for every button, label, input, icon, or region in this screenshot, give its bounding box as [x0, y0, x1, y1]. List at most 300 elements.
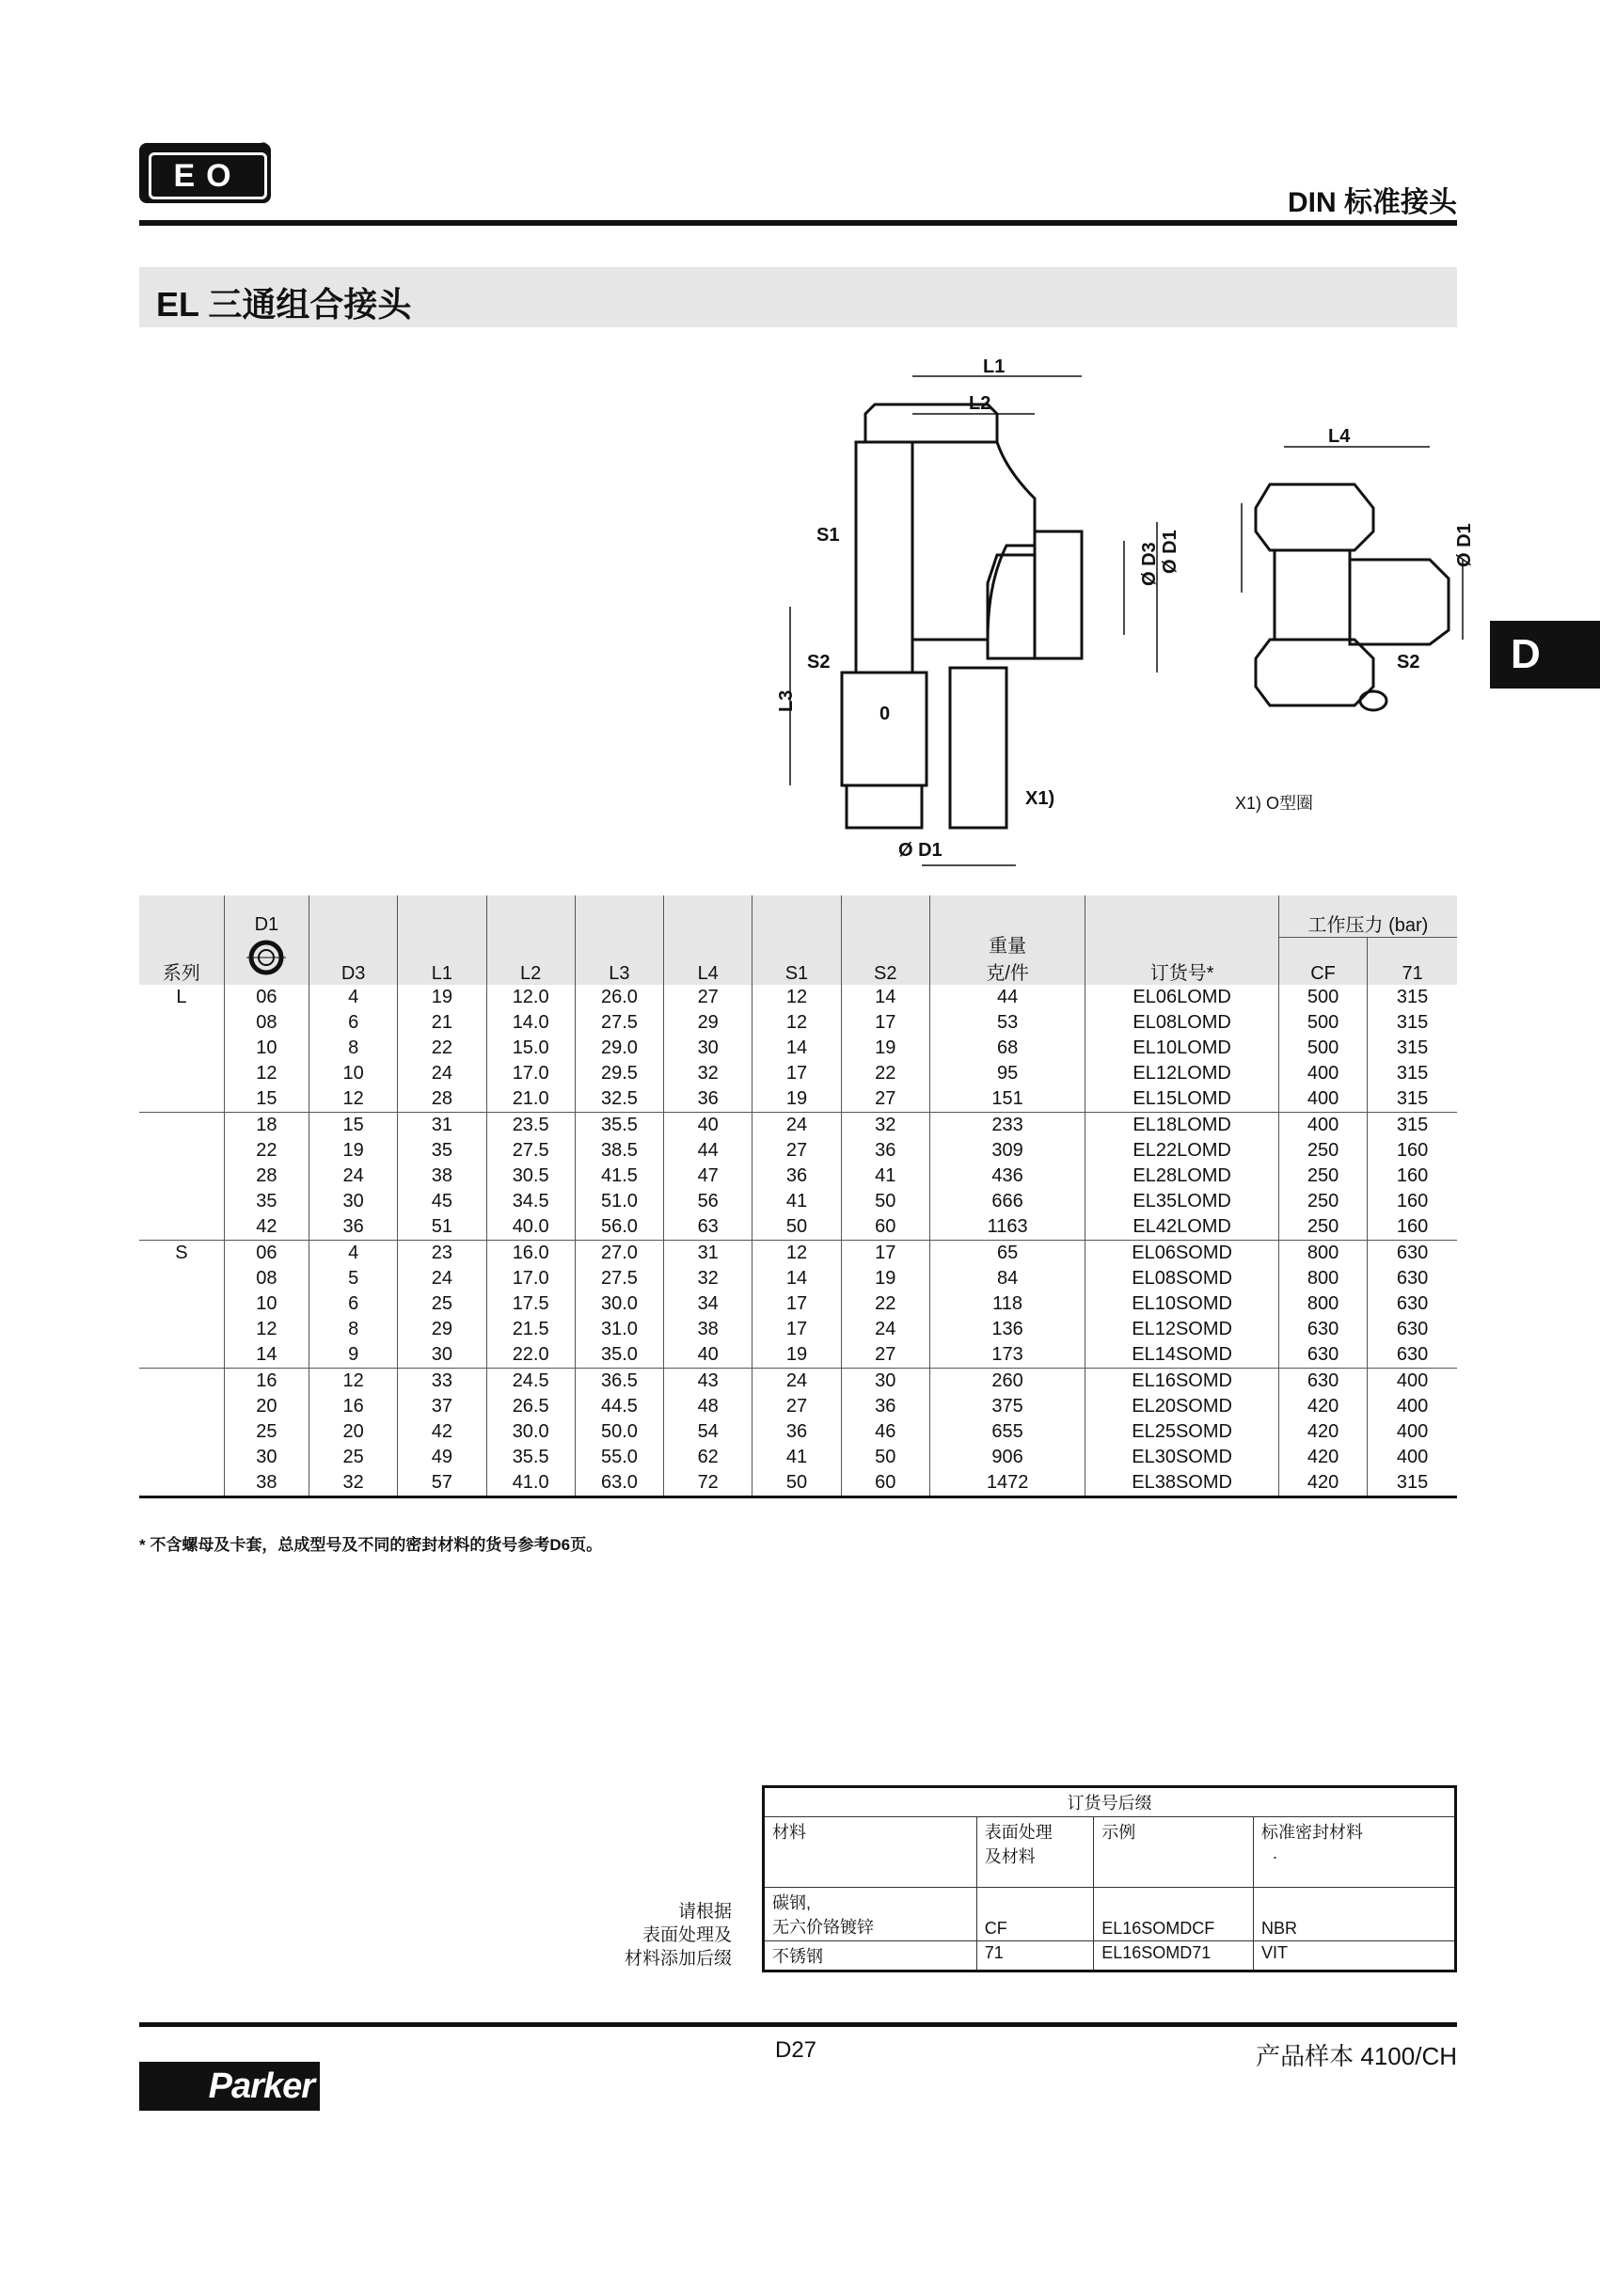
- cell-d3: 6: [309, 1010, 398, 1036]
- cell-d3: 36: [309, 1214, 398, 1241]
- cell-d3: 5: [309, 1266, 398, 1291]
- cell-l3: 51.0: [575, 1189, 663, 1214]
- dim-l1: L1: [983, 357, 1006, 377]
- cell-pressure-71: 630: [1368, 1291, 1457, 1317]
- cell-d3: 20: [309, 1419, 398, 1445]
- cell-l1: 21: [398, 1010, 486, 1036]
- cell-d3: 4: [309, 985, 398, 1010]
- cell-weight: 44: [929, 985, 1085, 1010]
- suffix-row1-material-1: 碳钢,: [772, 1893, 812, 1912]
- suffix-side-line2: 表面处理及: [642, 1925, 732, 1945]
- suffix-row1-material: [764, 1888, 977, 1941]
- cell-d3: 12: [309, 1086, 398, 1113]
- cell-weight: 906: [929, 1445, 1085, 1470]
- cell-order-code: EL38SOMD: [1085, 1470, 1279, 1497]
- cell-s1: 24: [752, 1369, 841, 1395]
- cell-s1: 50: [752, 1470, 841, 1497]
- suffix-col-seal-label: 标准密封材料: [1261, 1823, 1364, 1842]
- cell-d1: 15: [224, 1086, 309, 1113]
- cell-pressure-71: 160: [1368, 1138, 1457, 1164]
- cell-pressure-cf: 630: [1278, 1369, 1367, 1395]
- cell-l4: 54: [664, 1419, 752, 1445]
- cell-l4: 56: [664, 1189, 752, 1214]
- cell-pressure-71: 160: [1368, 1164, 1457, 1189]
- cell-l2: 27.5: [486, 1138, 575, 1164]
- header-rule: [139, 220, 1457, 226]
- cell-s1: 12: [752, 1010, 841, 1036]
- cell-l1: 24: [398, 1061, 486, 1086]
- table-row: [139, 1061, 1457, 1086]
- table-row: [139, 1342, 1457, 1369]
- section-title: DIN 标准接头: [1288, 187, 1457, 218]
- cell-l4: 31: [664, 1241, 752, 1267]
- cell-weight: 95: [929, 1061, 1085, 1086]
- cell-l3: 32.5: [575, 1086, 663, 1113]
- cell-l1: 49: [398, 1445, 486, 1470]
- cell-series: [139, 1164, 224, 1189]
- suffix-row1-example: EL16SOMDCF: [1094, 1888, 1254, 1941]
- table-row: [139, 1291, 1457, 1317]
- cell-s2: 19: [841, 1266, 929, 1291]
- th-71: 71: [1368, 938, 1457, 986]
- body-left: [856, 442, 912, 673]
- cell-s2: 27: [841, 1086, 929, 1113]
- small-side-nut: [1350, 560, 1449, 644]
- cell-order-code: EL12SOMD: [1085, 1317, 1279, 1342]
- cell-s2: 17: [841, 1241, 929, 1267]
- table-row: [139, 1214, 1457, 1241]
- cell-l1: 25: [398, 1291, 486, 1317]
- cell-s2: 19: [841, 1036, 929, 1061]
- lower-nut: [842, 673, 927, 785]
- cell-d1: 42: [224, 1214, 309, 1241]
- table-row: [139, 985, 1457, 1010]
- dim-l3: L3: [776, 689, 797, 712]
- table-row: [139, 1317, 1457, 1342]
- cell-order-code: EL30SOMD: [1085, 1445, 1279, 1470]
- cell-d1: 25: [224, 1419, 309, 1445]
- cell-pressure-71: 315: [1368, 1086, 1457, 1113]
- suffix-col-surface-1: 表面处理: [984, 1823, 1053, 1842]
- suffix-title: 订货号后缀: [764, 1787, 1456, 1817]
- cell-s1: 14: [752, 1036, 841, 1061]
- table-row: [139, 1394, 1457, 1419]
- cell-l1: 31: [398, 1113, 486, 1139]
- dim-d3: Ø D3: [1139, 542, 1160, 586]
- cell-s2: 30: [841, 1369, 929, 1395]
- cell-pressure-71: 160: [1368, 1189, 1457, 1214]
- cell-s1: 17: [752, 1291, 841, 1317]
- cell-weight: 655: [929, 1419, 1085, 1445]
- cell-d3: 32: [309, 1470, 398, 1497]
- cell-series: [139, 1470, 224, 1497]
- cell-l3: 35.0: [575, 1342, 663, 1369]
- cell-series: [139, 1086, 224, 1113]
- cell-s1: 14: [752, 1266, 841, 1291]
- th-s1: S1: [752, 895, 841, 985]
- cell-order-code: EL16SOMD: [1085, 1369, 1279, 1395]
- dim-zero: 0: [879, 704, 891, 724]
- cell-series: [139, 1266, 224, 1291]
- cell-l3: 41.5: [575, 1164, 663, 1189]
- cell-s2: 60: [841, 1214, 929, 1241]
- cell-l4: 38: [664, 1317, 752, 1342]
- cell-pressure-71: 630: [1368, 1317, 1457, 1342]
- cell-weight: 151: [929, 1086, 1085, 1113]
- cell-l2: 30.0: [486, 1419, 575, 1445]
- cell-weight: 136: [929, 1317, 1085, 1342]
- cell-l2: 24.5: [486, 1369, 575, 1395]
- table-row: [139, 1010, 1457, 1036]
- cell-pressure-71: 630: [1368, 1266, 1457, 1291]
- cell-l4: 40: [664, 1113, 752, 1139]
- cell-l2: 34.5: [486, 1189, 575, 1214]
- cell-s2: 14: [841, 985, 929, 1010]
- th-weight-line2: 克/件: [986, 963, 1029, 984]
- cell-l4: 40: [664, 1342, 752, 1369]
- table-row: [139, 1470, 1457, 1497]
- cell-s1: 19: [752, 1342, 841, 1369]
- cell-d3: 30: [309, 1189, 398, 1214]
- cell-l1: 33: [398, 1369, 486, 1395]
- cell-d3: 9: [309, 1342, 398, 1369]
- suffix-col-example: 示例: [1094, 1817, 1254, 1888]
- cell-s1: 41: [752, 1189, 841, 1214]
- cell-pressure-cf: 630: [1278, 1317, 1367, 1342]
- cell-l3: 29.0: [575, 1036, 663, 1061]
- cell-d3: 8: [309, 1036, 398, 1061]
- cell-l3: 50.0: [575, 1419, 663, 1445]
- table-row: [139, 1189, 1457, 1214]
- cell-s1: 36: [752, 1164, 841, 1189]
- cell-pressure-cf: 800: [1278, 1266, 1367, 1291]
- cell-order-code: EL22LOMD: [1085, 1138, 1279, 1164]
- cell-weight: 68: [929, 1036, 1085, 1061]
- cell-d1: 06: [224, 985, 309, 1010]
- drawing-caption: X1) O型圈: [1235, 794, 1314, 813]
- cell-series: L: [176, 987, 187, 1007]
- cell-s1: 27: [752, 1138, 841, 1164]
- cell-d3: 19: [309, 1138, 398, 1164]
- cell-l3: 27.5: [575, 1010, 663, 1036]
- cell-l3: 29.5: [575, 1061, 663, 1086]
- cell-l1: 51: [398, 1214, 486, 1241]
- cell-d1: 14: [224, 1342, 309, 1369]
- th-l4: L4: [664, 895, 752, 985]
- suffix-row2-material: 不锈钢: [764, 1941, 977, 1971]
- cell-pressure-71: 315: [1368, 1113, 1457, 1139]
- cell-s2: 41: [841, 1164, 929, 1189]
- cell-pressure-cf: 500: [1278, 1010, 1367, 1036]
- cell-order-code: EL35LOMD: [1085, 1189, 1279, 1214]
- suffix-row1-material-2: 无六价铬镀锌: [772, 1918, 874, 1937]
- cell-l2: 22.0: [486, 1342, 575, 1369]
- catalog-number: 产品样本 4100/CH: [1256, 2042, 1457, 2070]
- cell-order-code: EL12LOMD: [1085, 1061, 1279, 1086]
- cell-l1: 22: [398, 1036, 486, 1061]
- cell-l2: 12.0: [486, 985, 575, 1010]
- cell-weight: 1472: [929, 1470, 1085, 1497]
- cell-l4: 47: [664, 1164, 752, 1189]
- page-title: EL 三通组合接头: [156, 285, 412, 324]
- suffix-side-line1: 请根据: [677, 1902, 732, 1922]
- cell-l1: 24: [398, 1266, 486, 1291]
- cell-series: [139, 1419, 224, 1445]
- cell-l3: 56.0: [575, 1214, 663, 1241]
- cell-s1: 41: [752, 1445, 841, 1470]
- title-bar: [139, 267, 1457, 327]
- cell-l2: 17.0: [486, 1266, 575, 1291]
- table-row: [139, 1369, 1457, 1395]
- spec-table: [139, 895, 1457, 1498]
- lower-end: [847, 785, 922, 828]
- cell-l1: 37: [398, 1394, 486, 1419]
- cell-l4: 62: [664, 1445, 752, 1470]
- cell-l1: 28: [398, 1086, 486, 1113]
- cell-d1: 30: [224, 1445, 309, 1470]
- suffix-side-line3: 材料添加后缀: [624, 1949, 732, 1969]
- cell-d3: 4: [309, 1241, 398, 1267]
- cell-series: [139, 1342, 224, 1369]
- cell-series: [139, 1036, 224, 1061]
- cell-order-code: EL18LOMD: [1085, 1113, 1279, 1139]
- suffix-row1-surface: CF: [976, 1888, 1093, 1941]
- cell-d3: 15: [309, 1113, 398, 1139]
- cell-s2: 22: [841, 1061, 929, 1086]
- tube-icon: [245, 936, 288, 979]
- cell-s2: 32: [841, 1113, 929, 1139]
- cell-pressure-71: 315: [1368, 985, 1457, 1010]
- small-bottom-nut: [1256, 640, 1373, 705]
- section-cut: [950, 668, 1006, 828]
- cell-series: [139, 1291, 224, 1317]
- cell-l3: 27.0: [575, 1241, 663, 1267]
- cell-d1: 35: [224, 1189, 309, 1214]
- cell-order-code: EL08SOMD: [1085, 1266, 1279, 1291]
- dim-l2: L2: [969, 393, 991, 414]
- dim-d1-a: Ø D1: [1160, 530, 1180, 574]
- cell-order-code: EL20SOMD: [1085, 1394, 1279, 1419]
- cell-d1: 18: [224, 1113, 309, 1139]
- cell-pressure-71: 160: [1368, 1214, 1457, 1241]
- th-l2: L2: [486, 895, 575, 985]
- suffix-col-surface-2: 及材料: [984, 1847, 1036, 1866]
- cell-l1: 42: [398, 1419, 486, 1445]
- cell-l4: 34: [664, 1291, 752, 1317]
- cell-weight: 1163: [929, 1214, 1085, 1241]
- suffix-side-label: [621, 1900, 732, 1971]
- cell-series: S: [139, 1241, 224, 1267]
- cell-l1: 23: [398, 1241, 486, 1267]
- cell-d1: 12: [224, 1317, 309, 1342]
- cell-series: [139, 1010, 224, 1036]
- cell-pressure-cf: 400: [1278, 1086, 1367, 1113]
- cell-l1: 38: [398, 1164, 486, 1189]
- cell-series: [139, 1138, 224, 1164]
- cell-l2: 26.5: [486, 1394, 575, 1419]
- cell-l2: 17.5: [486, 1291, 575, 1317]
- cell-s2: 24: [841, 1317, 929, 1342]
- cell-l4: 48: [664, 1394, 752, 1419]
- th-l3: L3: [575, 895, 663, 985]
- suffix-col-seal-note: .: [1273, 1844, 1278, 1862]
- dim-s1: S1: [816, 525, 840, 546]
- cell-s2: 50: [841, 1445, 929, 1470]
- registered-mark: ®: [260, 141, 268, 152]
- cell-order-code: EL10LOMD: [1085, 1036, 1279, 1061]
- eo-logo-text: EO: [149, 152, 267, 199]
- cell-s1: 12: [752, 1241, 841, 1267]
- cell-l2: 35.5: [486, 1445, 575, 1470]
- dim-d1-c: Ø D1: [1454, 523, 1475, 567]
- cell-d3: 24: [309, 1164, 398, 1189]
- table-row: [139, 1419, 1457, 1445]
- cell-l2: 23.5: [486, 1113, 575, 1139]
- table-row: [139, 1445, 1457, 1470]
- cell-l1: 35: [398, 1138, 486, 1164]
- cell-pressure-71: 315: [1368, 1036, 1457, 1061]
- dim-s2: S2: [807, 652, 831, 673]
- cell-l2: 14.0: [486, 1010, 575, 1036]
- cell-l3: 26.0: [575, 985, 663, 1010]
- cell-d1: 06: [224, 1241, 309, 1267]
- cell-pressure-cf: 400: [1278, 1113, 1367, 1139]
- cell-l1: 19: [398, 985, 486, 1010]
- page-number: D27: [775, 2037, 817, 2063]
- cell-pressure-cf: 800: [1278, 1291, 1367, 1317]
- cell-l2: 30.5: [486, 1164, 575, 1189]
- cell-d3: 6: [309, 1291, 398, 1317]
- th-d1-label: D1: [254, 914, 279, 935]
- technical-drawing: [771, 357, 1486, 884]
- cell-series: [139, 1317, 224, 1342]
- eo-logo: [139, 143, 271, 203]
- cell-order-code: EL14SOMD: [1085, 1342, 1279, 1369]
- cell-s1: 50: [752, 1214, 841, 1241]
- cell-s1: 36: [752, 1419, 841, 1445]
- table-row: [139, 1086, 1457, 1113]
- suffix-col-seal: [1254, 1817, 1456, 1888]
- body-right: [912, 442, 1035, 640]
- cell-d3: 16: [309, 1394, 398, 1419]
- cell-order-code: EL25SOMD: [1085, 1419, 1279, 1445]
- cell-l4: 29: [664, 1010, 752, 1036]
- cell-series: [139, 1061, 224, 1086]
- cell-d3: 8: [309, 1317, 398, 1342]
- cell-l3: 30.0: [575, 1291, 663, 1317]
- cell-l1: 45: [398, 1189, 486, 1214]
- cell-order-code: EL10SOMD: [1085, 1291, 1279, 1317]
- th-order: 订货号*: [1085, 895, 1279, 985]
- cell-s2: 36: [841, 1394, 929, 1419]
- cell-l2: 16.0: [486, 1241, 575, 1267]
- th-l1: L1: [398, 895, 486, 985]
- cell-d1: 10: [224, 1291, 309, 1317]
- dim-d1-b: Ø D1: [898, 840, 943, 861]
- cell-pressure-71: 630: [1368, 1241, 1457, 1267]
- cell-weight: 233: [929, 1113, 1085, 1139]
- cell-order-code: EL06SOMD: [1085, 1241, 1279, 1267]
- cell-l2: 21.0: [486, 1086, 575, 1113]
- cell-pressure-cf: 250: [1278, 1138, 1367, 1164]
- cell-weight: 118: [929, 1291, 1085, 1317]
- cell-pressure-71: 400: [1368, 1394, 1457, 1419]
- suffix-row2-surface: 71: [976, 1941, 1093, 1971]
- cell-s1: 17: [752, 1061, 841, 1086]
- cell-l3: 38.5: [575, 1138, 663, 1164]
- cell-pressure-cf: 250: [1278, 1189, 1367, 1214]
- cell-order-code: EL15LOMD: [1085, 1086, 1279, 1113]
- cell-d1: 08: [224, 1266, 309, 1291]
- cell-l3: 44.5: [575, 1394, 663, 1419]
- cell-l2: 41.0: [486, 1470, 575, 1497]
- cell-series: [139, 1394, 224, 1419]
- cell-s2: 36: [841, 1138, 929, 1164]
- cell-pressure-cf: 400: [1278, 1061, 1367, 1086]
- parker-logo: Parker: [139, 2062, 320, 2111]
- cell-weight: 53: [929, 1010, 1085, 1036]
- cell-order-code: EL06LOMD: [1085, 985, 1279, 1010]
- cell-s2: 46: [841, 1419, 929, 1445]
- cell-l1: 30: [398, 1342, 486, 1369]
- cell-pressure-cf: 420: [1278, 1394, 1367, 1419]
- cell-pressure-71: 315: [1368, 1470, 1457, 1497]
- cell-s1: 17: [752, 1317, 841, 1342]
- cell-l2: 15.0: [486, 1036, 575, 1061]
- cell-l4: 63: [664, 1214, 752, 1241]
- cell-series: [139, 1214, 224, 1241]
- cell-pressure-cf: 420: [1278, 1419, 1367, 1445]
- cell-d1: 10: [224, 1036, 309, 1061]
- cell-pressure-71: 400: [1368, 1419, 1457, 1445]
- dim-x1: X1): [1025, 788, 1055, 809]
- suffix-row2-example: EL16SOMD71: [1094, 1941, 1254, 1971]
- th-s2: S2: [841, 895, 929, 985]
- cell-l4: 43: [664, 1369, 752, 1395]
- cell-s2: 50: [841, 1189, 929, 1214]
- th-cf: CF: [1278, 938, 1367, 986]
- cell-weight: 436: [929, 1164, 1085, 1189]
- cell-pressure-71: 630: [1368, 1342, 1457, 1369]
- footer-rule: [139, 2022, 1457, 2027]
- cell-weight: 375: [929, 1394, 1085, 1419]
- cell-s1: 12: [752, 985, 841, 1010]
- suffix-table: [762, 1785, 1457, 1972]
- cell-pressure-cf: 250: [1278, 1214, 1367, 1241]
- th-d3: D3: [309, 895, 398, 985]
- cell-pressure-cf: 420: [1278, 1445, 1367, 1470]
- cell-l4: 44: [664, 1138, 752, 1164]
- cell-d3: 10: [309, 1061, 398, 1086]
- cell-pressure-cf: 420: [1278, 1470, 1367, 1497]
- cell-l4: 72: [664, 1470, 752, 1497]
- th-d1: [224, 895, 309, 985]
- cell-s2: 27: [841, 1342, 929, 1369]
- th-series: 系列: [162, 963, 200, 984]
- cell-pressure-71: 400: [1368, 1445, 1457, 1470]
- cell-s2: 22: [841, 1291, 929, 1317]
- cell-order-code: EL28LOMD: [1085, 1164, 1279, 1189]
- suffix-col-surface: [976, 1817, 1093, 1888]
- cell-l4: 27: [664, 985, 752, 1010]
- cell-l3: 27.5: [575, 1266, 663, 1291]
- cell-l1: 57: [398, 1470, 486, 1497]
- cell-order-code: EL42LOMD: [1085, 1214, 1279, 1241]
- cell-s1: 27: [752, 1394, 841, 1419]
- side-tube: [988, 555, 1035, 658]
- table-row: [139, 1266, 1457, 1291]
- cell-d1: 22: [224, 1138, 309, 1164]
